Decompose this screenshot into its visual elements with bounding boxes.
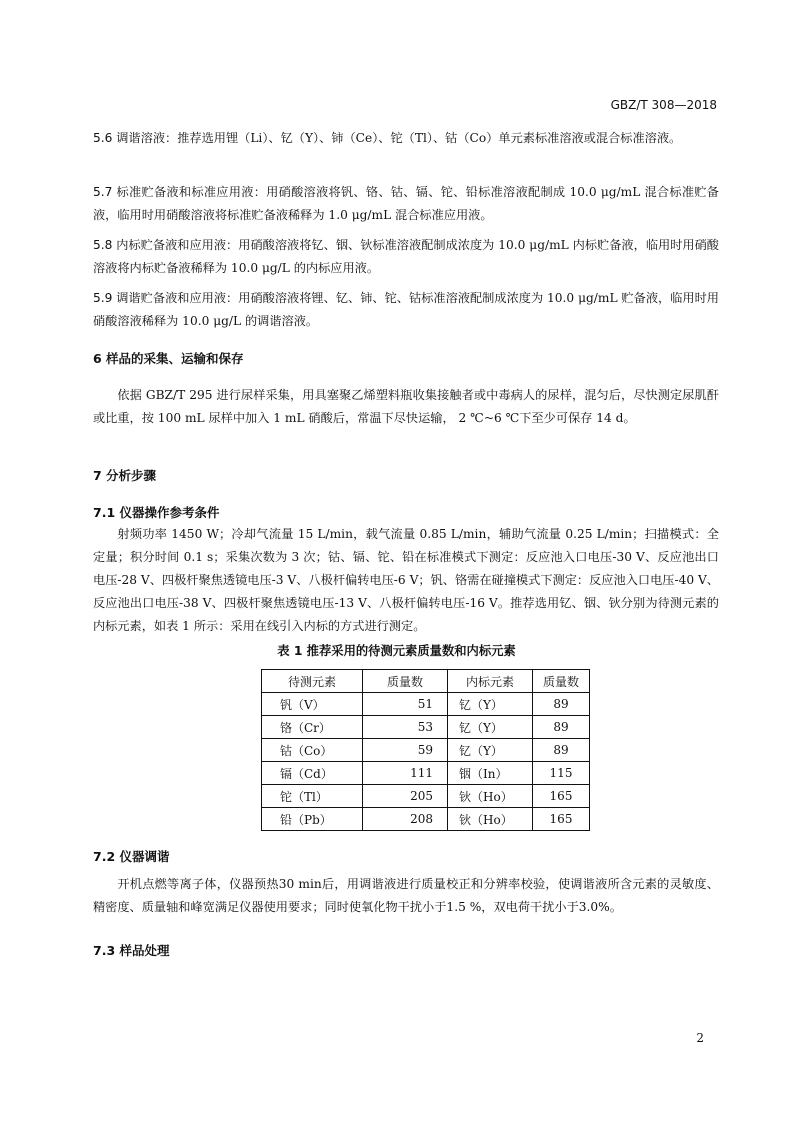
table-cell: 钬（Ho）	[448, 785, 533, 808]
clause-5-8	[93, 234, 719, 280]
element-mass-table	[261, 669, 590, 831]
paragraph: 射频功率 1450 W；冷却气流量 15 L/min，载气流量 0.85 L/min，辅助气流量 0.25 L/min；扫描模式：全定量；积分时间 0.1 s；采集次数为 3 次；钴、镉、铊、铅在标准模式下测定：反应池入口电压-30 V、反应池出口电压-28 V、四极杆聚焦透镜电压-3 V、八极杆偏转电压-6 V；钒、铬需在碰撞模式下测定：反应池入口电压-40 V、反应池出口电压-38 V、四极杆聚焦透镜电压-13 V、八极杆偏转电压-16 V。推荐选用钇、铟、钬分别为待测元素的内标元素，如表 1 所示：采用在线引入内标的方式进行测定。	[93, 527, 719, 633]
table-cell: 205	[363, 785, 448, 808]
page-number: 2	[696, 1031, 704, 1045]
standard-code: GBZ/T 308—2018	[610, 98, 717, 112]
table-cell: 钒（V）	[262, 693, 363, 716]
header-cell: 质量数	[363, 670, 448, 693]
table-cell: 115	[533, 762, 590, 785]
table-cell: 铅（Pb）	[262, 808, 363, 831]
table-cell: 铬（Cr）	[262, 716, 363, 739]
table-cell: 89	[533, 716, 590, 739]
table-row	[262, 808, 590, 831]
clause-5-9	[93, 287, 719, 333]
clause-text: 调谐贮备液和应用液：用硝酸溶液将锂、钇、铈、铊、钴标准溶液配制成浓度为 10.0 μg/mL 贮备液，临用时用硝酸溶液稀释为 10.0 μg/L 的调谐溶液。	[93, 291, 719, 328]
clause-number: 5.9	[93, 291, 113, 305]
section-7-1-title: 7.1 仪器操作参考条件	[93, 505, 220, 520]
table-cell: 镉（Cd）	[262, 762, 363, 785]
header-cell: 内标元素	[448, 670, 533, 693]
table-cell: 钇（Y）	[448, 739, 533, 762]
table-row	[262, 762, 590, 785]
table-cell: 59	[363, 739, 448, 762]
clause-number: 5.8	[93, 238, 113, 252]
paragraph: 开机点燃等离子体，仪器预热30 min后，用调谐液进行质量校正和分辨率校验，使调谐液所含元素的灵敏度、精密度、质量轴和峰宽满足仪器使用要求；同时使氧化物干扰小于1.5 %，双电荷干扰小于3.0%。	[93, 877, 719, 914]
clause-text: 内标贮备液和应用液：用硝酸溶液将钇、铟、钬标准溶液配制成浓度为 10.0 μg/mL 内标贮备液，临用时用硝酸溶液将内标贮备液稀释为 10.0 μg/L 的内标应用液。	[93, 238, 719, 275]
section-7-2-body	[93, 873, 719, 919]
paragraph: 依据 GBZ/T 295 进行尿样采集，用具塞聚乙烯塑料瓶收集接触者或中毒病人的尿样，混匀后，尽快测定尿肌酐或比重，按 100 mL 尿样中加入 1 mL 硝酸后，常温下尽快运输， 2 ℃~6 ℃下至少可保存 14 d。	[93, 388, 719, 425]
table-caption: 表 1 推荐采用的待测元素质量数和内标元素	[277, 644, 516, 658]
clause-number: 5.6	[93, 131, 113, 145]
table-cell: 89	[533, 739, 590, 762]
table-cell: 89	[533, 693, 590, 716]
clause-5-7	[93, 181, 719, 227]
table-cell: 钴（Co）	[262, 739, 363, 762]
table-row	[262, 716, 590, 739]
table-row	[262, 739, 590, 762]
header-cell: 质量数	[533, 670, 590, 693]
clause-5-6	[93, 127, 719, 150]
table-row	[262, 693, 590, 716]
table-cell: 53	[363, 716, 448, 739]
table-header-row	[262, 670, 590, 693]
clause-number: 5.7	[93, 185, 113, 199]
table-cell: 钇（Y）	[448, 693, 533, 716]
table-cell: 铟（In）	[448, 762, 533, 785]
section-6-body	[93, 384, 719, 430]
section-7-1-body	[93, 523, 719, 638]
table-row	[262, 785, 590, 808]
section-7-title: 7 分析步骤	[93, 468, 157, 483]
clause-text: 调谐溶液：推荐选用锂（Li）、钇（Y）、铈（Ce）、铊（Tl）、钴（Co）单元素标准溶液或混合标准溶液。	[116, 131, 682, 145]
section-7-3-title: 7.3 样品处理	[93, 943, 170, 958]
section-6-title: 6 样品的采集、运输和保存	[93, 351, 244, 366]
table-cell: 铊（Tl）	[262, 785, 363, 808]
table-cell: 钬（Ho）	[448, 808, 533, 831]
header-cell: 待测元素	[262, 670, 363, 693]
table-cell: 钇（Y）	[448, 716, 533, 739]
table-cell: 165	[533, 785, 590, 808]
table-cell: 208	[363, 808, 448, 831]
table-cell: 111	[363, 762, 448, 785]
section-7-2-title: 7.2 仪器调谐	[93, 849, 170, 864]
clause-text: 标准贮备液和标准应用液：用硝酸溶液将钒、铬、钴、镉、铊、铅标准溶液配制成 10.0 μg/mL 混合标准贮备液，临用时用硝酸溶液将标准贮备液稀释为 1.0 μg/mL 混合标准应用液。	[93, 185, 719, 222]
table-cell: 165	[533, 808, 590, 831]
table-cell: 51	[363, 693, 448, 716]
